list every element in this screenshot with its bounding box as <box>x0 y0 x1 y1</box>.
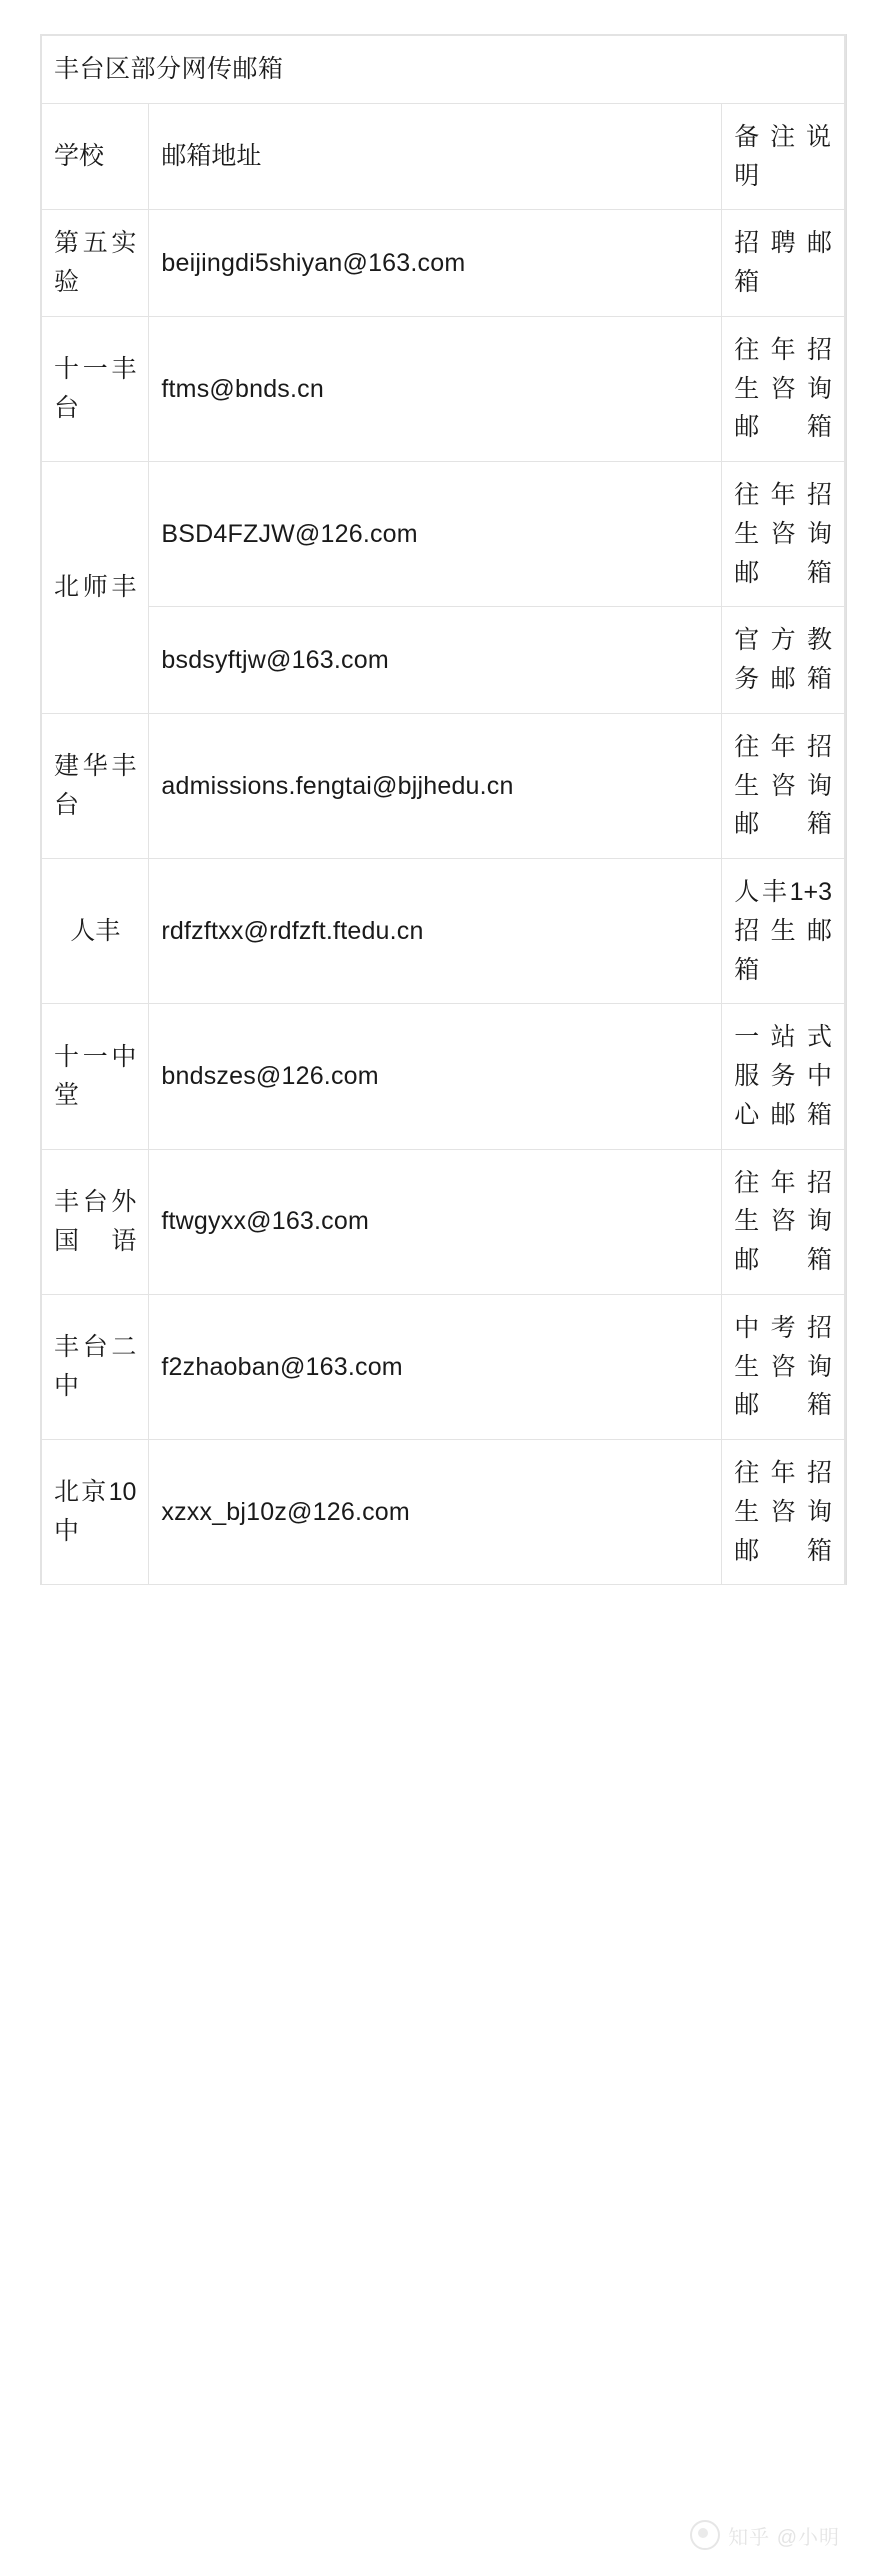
cell-note: 中考招生咨询邮箱 <box>722 1294 845 1439</box>
cell-school: 丰台外国语 <box>42 1149 149 1294</box>
cell-note: 往年招生咨询邮箱 <box>722 713 845 858</box>
watermark <box>690 2520 840 2550</box>
cell-note: 一站式服务中心邮箱 <box>722 1004 845 1149</box>
cell-note: 人丰1+3招生邮箱 <box>722 859 845 1004</box>
cell-note: 往年招生咨询邮箱 <box>722 316 845 461</box>
cell-note: 官方教务邮箱 <box>722 607 845 714</box>
cell-email: bndszes@126.com <box>149 1004 722 1149</box>
table-row <box>42 1294 845 1439</box>
cell-note: 往年招生咨询邮箱 <box>722 1149 845 1294</box>
table-row <box>42 462 845 607</box>
cell-school: 建华丰台 <box>42 713 149 858</box>
table-row <box>42 859 845 1004</box>
column-header-school: 学校 <box>42 103 149 210</box>
cell-email: ftms@bnds.cn <box>149 316 722 461</box>
table-row <box>42 713 845 858</box>
table-row <box>42 1004 845 1149</box>
cell-school: 第五实验 <box>42 210 149 317</box>
cell-email: beijingdi5shiyan@163.com <box>149 210 722 317</box>
cell-email: admissions.fengtai@bjjhedu.cn <box>149 713 722 858</box>
cell-school: 人丰 <box>42 859 149 1004</box>
cell-note: 招聘邮箱 <box>722 210 845 317</box>
cell-school: 丰台二中 <box>42 1294 149 1439</box>
cell-school: 十一中堂 <box>42 1004 149 1149</box>
cell-school: 北师丰 <box>42 462 149 714</box>
table-row <box>42 316 845 461</box>
cell-school: 十一丰台 <box>42 316 149 461</box>
table-row <box>42 607 845 714</box>
email-table <box>41 35 845 1585</box>
cell-email: bsdsyftjw@163.com <box>149 607 722 714</box>
table-header-row <box>42 103 845 210</box>
table-row <box>42 1149 845 1294</box>
cell-note: 往年招生咨询邮箱 <box>722 462 845 607</box>
cell-email: rdfzftxx@rdfzft.ftedu.cn <box>149 859 722 1004</box>
cell-email: BSD4FZJW@126.com <box>149 462 722 607</box>
cell-email: f2zhaoban@163.com <box>149 1294 722 1439</box>
watermark-text: 知乎 @小明 <box>728 2526 840 2549</box>
email-table-body <box>42 36 845 1585</box>
email-table-container <box>40 34 846 1585</box>
table-row <box>42 210 845 317</box>
column-header-note: 备注说明 <box>722 103 845 210</box>
column-header-email: 邮箱地址 <box>149 103 722 210</box>
cell-email: ftwgyxx@163.com <box>149 1149 722 1294</box>
watermark-logo-icon <box>690 2520 720 2550</box>
cell-school: 北京10中 <box>42 1440 149 1585</box>
table-caption: 丰台区部分网传邮箱 <box>42 36 845 104</box>
table-caption-row <box>42 36 845 104</box>
cell-note: 往年招生咨询邮箱 <box>722 1440 845 1585</box>
table-row <box>42 1440 845 1585</box>
cell-email: xzxx_bj10z@126.com <box>149 1440 722 1585</box>
